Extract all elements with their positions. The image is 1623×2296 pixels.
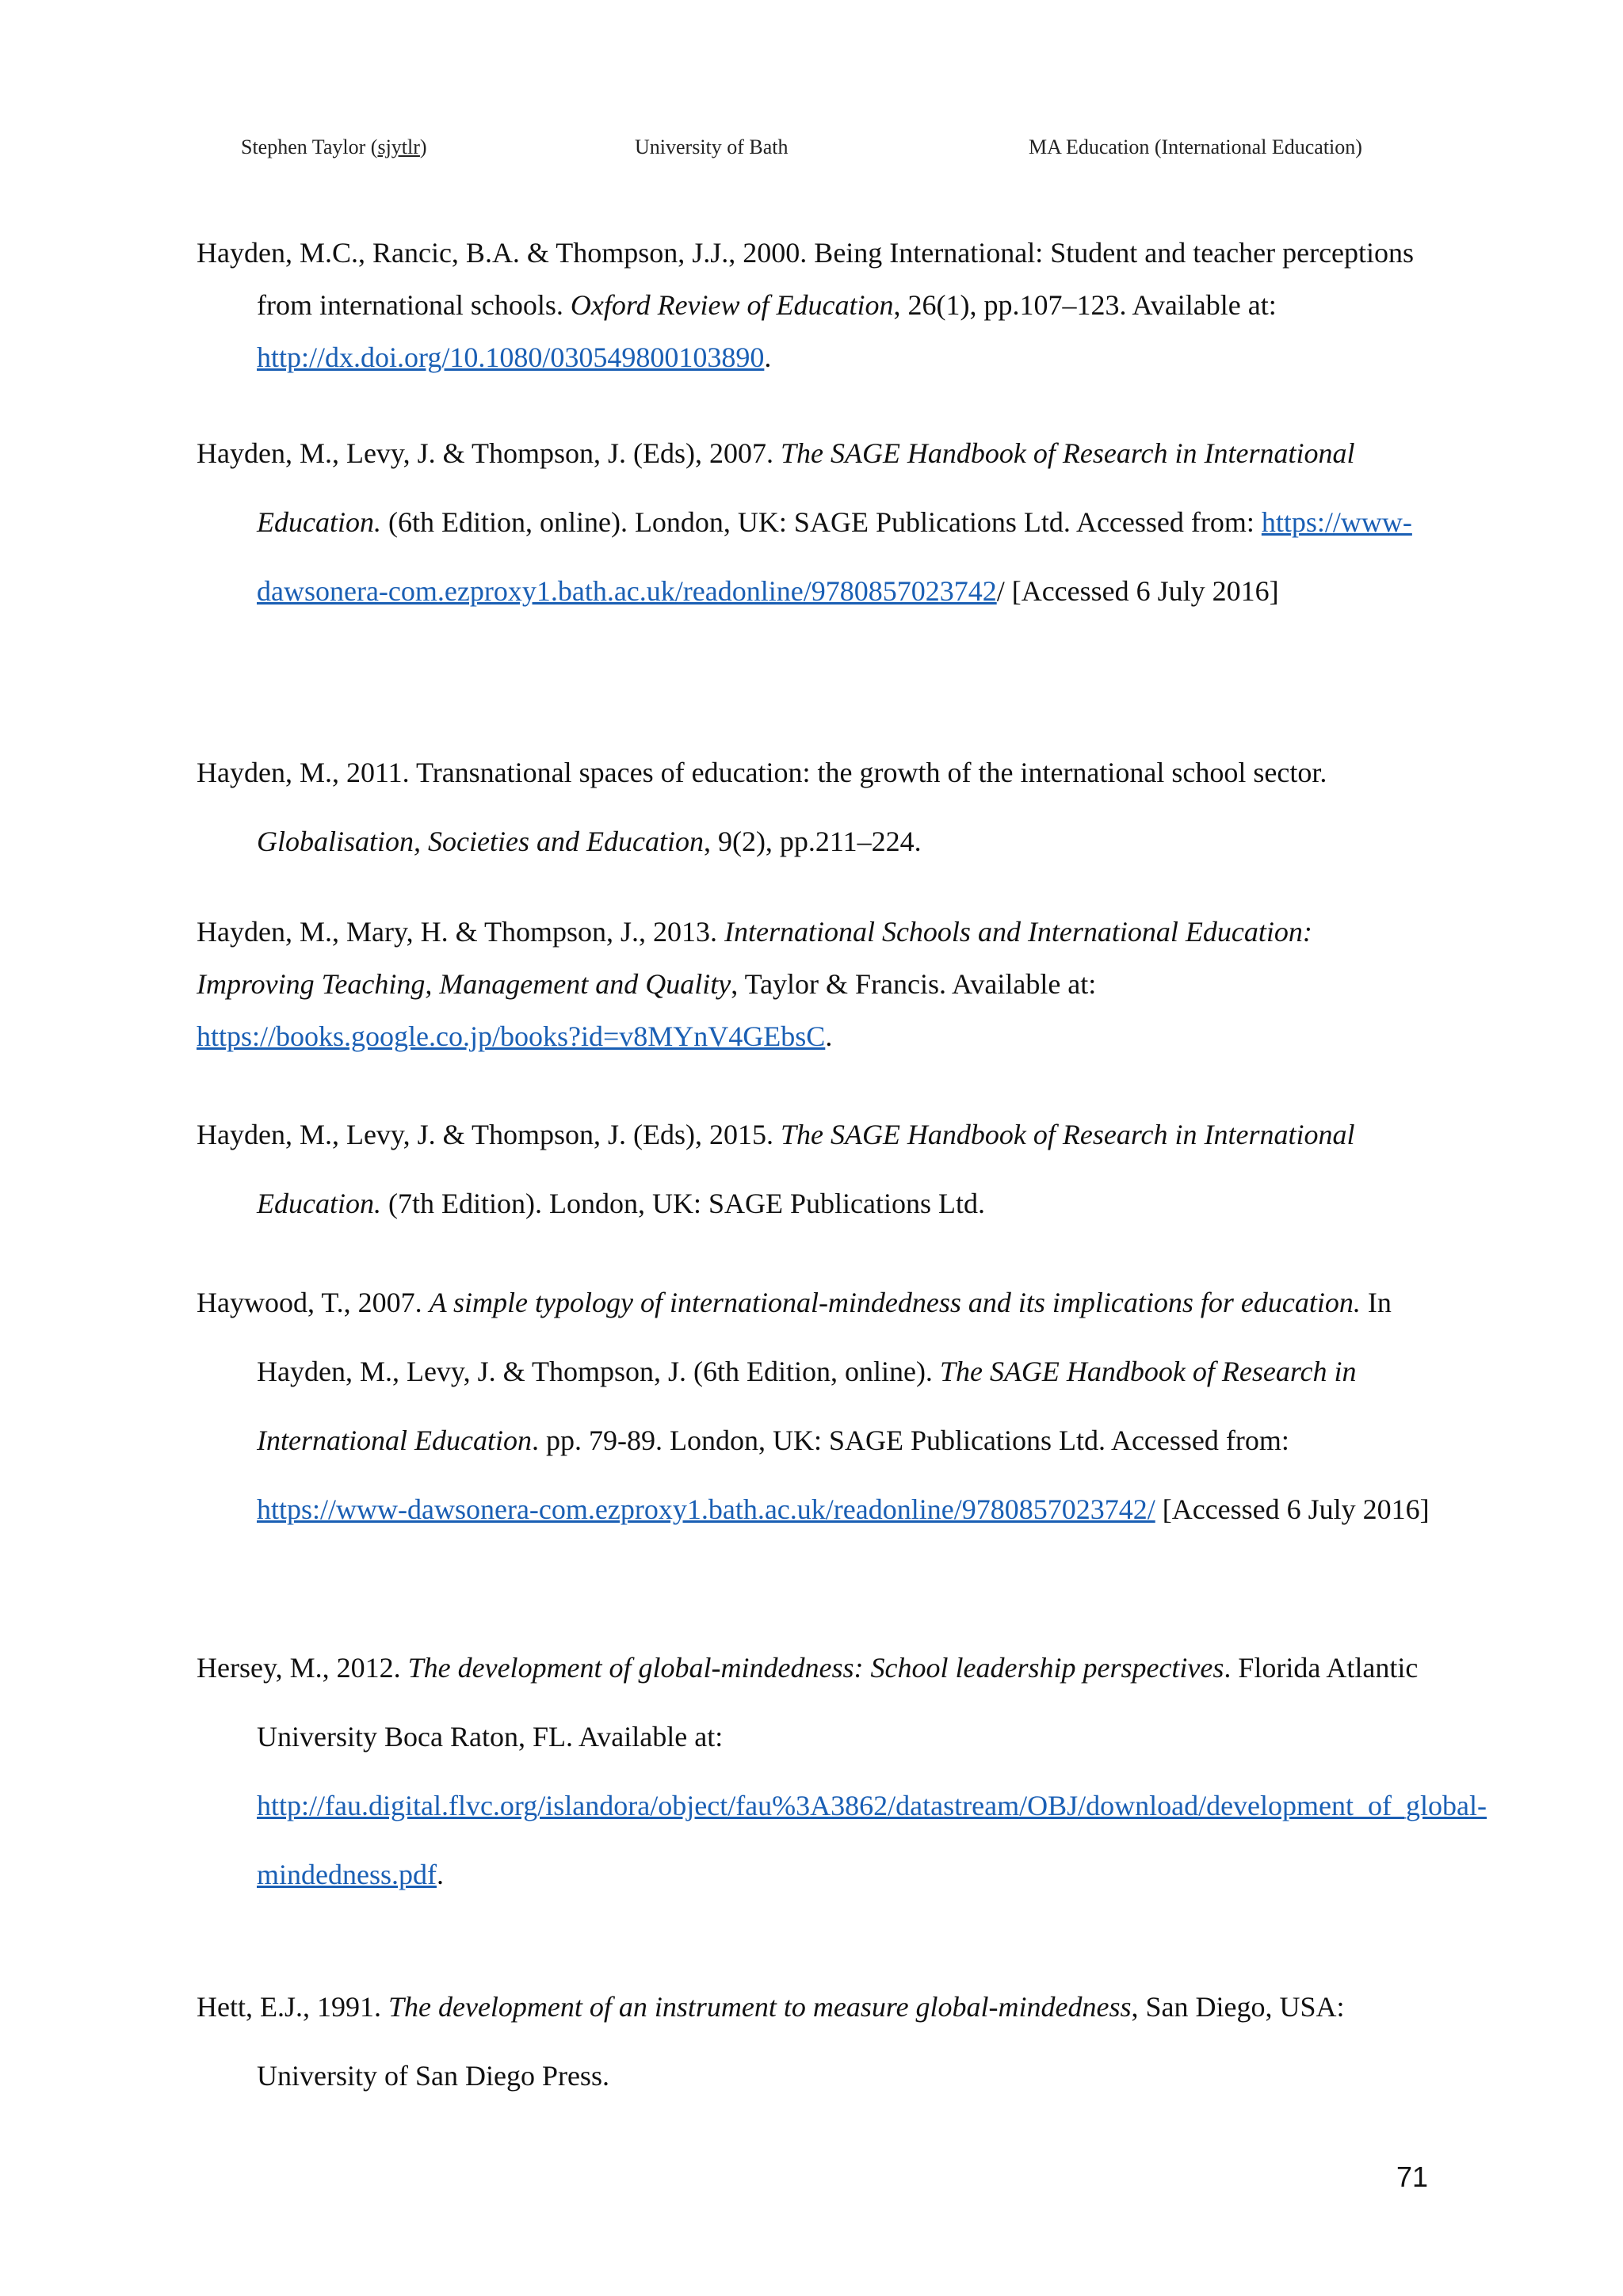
reference-entry: Hett, E.J., 1991. The development of an instrument to measure global-mindedness, San Diego, USA: University of San Diego Press. bbox=[197, 1991, 1345, 2092]
header-university: University of Bath bbox=[635, 135, 789, 158]
reference-title: The SAGE Handbook of Research in International Education. bbox=[257, 437, 1355, 538]
reference-entry: Hayden, M.C., Rancic, B.A. & Thompson, J.J., 2000. Being International: Student and teacher perceptions from international schools. Oxford Review of Education, 26(1), pp.107–123. Available at: http://dx.doi.org/10.1080/030549800103890. bbox=[197, 237, 1415, 373]
reference-title: A simple typology of international-mindedness and its implications for education. bbox=[429, 1287, 1361, 1318]
reference-title: International Schools and International Education: Improving Teaching, Management and Quality bbox=[197, 916, 1312, 1000]
reference-entry: Hayden, M., Levy, J. & Thompson, J. (Eds), 2007. The SAGE Handbook of Research in International Education. (6th Edition, online). London, UK: SAGE Publications Ltd. Accessed from: https://www-dawsonera-com.ezproxy1.bath.ac.uk/readonline/9780857023742/ [Accessed 6 July 2016] bbox=[197, 437, 1412, 607]
header-author-username: sjytlr bbox=[377, 135, 420, 158]
reference-title: Globalisation, Societies and Education bbox=[257, 826, 704, 857]
header-author: Stephen Taylor (sjytlr) bbox=[241, 135, 427, 158]
reference-title: The development of global-mindedness: School leadership perspectives bbox=[407, 1652, 1224, 1684]
running-header bbox=[0, 135, 1623, 167]
reference-link[interactable]: https://www-dawsonera-com.ezproxy1.bath.ac.uk/readonline/9780857023742 bbox=[257, 506, 1412, 607]
reference-link[interactable]: https://books.google.co.jp/books?id=v8MYnV4GEbsC bbox=[197, 1020, 826, 1052]
reference-entry: Haywood, T., 2007. A simple typology of international-mindedness and its implications for education. In Hayden, M., Levy, J. & Thompson, J. (6th Edition, online). The SAGE Handbook of Research in International Education. pp. 79-89. London, UK: SAGE Publications Ltd. Accessed from: https://www-dawsonera-com.ezproxy1.bath.ac.uk/readonline/9780857023742/ [Accessed 6 July 2016] bbox=[197, 1287, 1430, 1525]
reference-link[interactable]: https://www-dawsonera-com.ezproxy1.bath.ac.uk/readonline/9780857023742/ bbox=[257, 1493, 1155, 1525]
page-number: 71 bbox=[1396, 2161, 1429, 2193]
reference-entry: Hayden, M., Mary, H. & Thompson, J., 2013. International Schools and International Education: Improving Teaching, Management and Quality, Taylor & Francis. Available at: https://books.google.co.jp/books?id=v8MYnV4GEbsC. bbox=[197, 916, 1312, 1052]
reference-title: Oxford Review of Education bbox=[570, 289, 894, 321]
reference-entry: Hayden, M., 2011. Transnational spaces of education: the growth of the international school sector. Globalisation, Societies and Education, 9(2), pp.211–224. bbox=[197, 757, 1327, 857]
reference-link[interactable]: http://fau.digital.flvc.org/islandora/object/fau%3A3862/datastream/OBJ/download/development_of_global-mindedness.pdf bbox=[257, 1790, 1487, 1890]
reference-entry: Hayden, M., Levy, J. & Thompson, J. (Eds), 2015. The SAGE Handbook of Research in International Education. (7th Edition). London, UK: SAGE Publications Ltd. bbox=[197, 1119, 1355, 1219]
reference-book-title: The SAGE Handbook of Research in International Education bbox=[257, 1356, 1357, 1456]
reference-title: The development of an instrument to measure global-mindedness bbox=[388, 1991, 1132, 2023]
reference-title: The SAGE Handbook of Research in International Education. bbox=[257, 1119, 1355, 1219]
header-course: MA Education (International Education) bbox=[1029, 135, 1362, 158]
reference-link[interactable]: http://dx.doi.org/10.1080/030549800103890 bbox=[257, 341, 765, 373]
reference-entry: Hersey, M., 2012. The development of global-mindedness: School leadership perspectives. Florida Atlantic University Boca Raton, FL. Available at: http://fau.digital.flvc.org/islandora/object/fau%3A3862/datastream/OBJ/download/development_of_global-mindedness.pdf. bbox=[197, 1652, 1487, 1890]
